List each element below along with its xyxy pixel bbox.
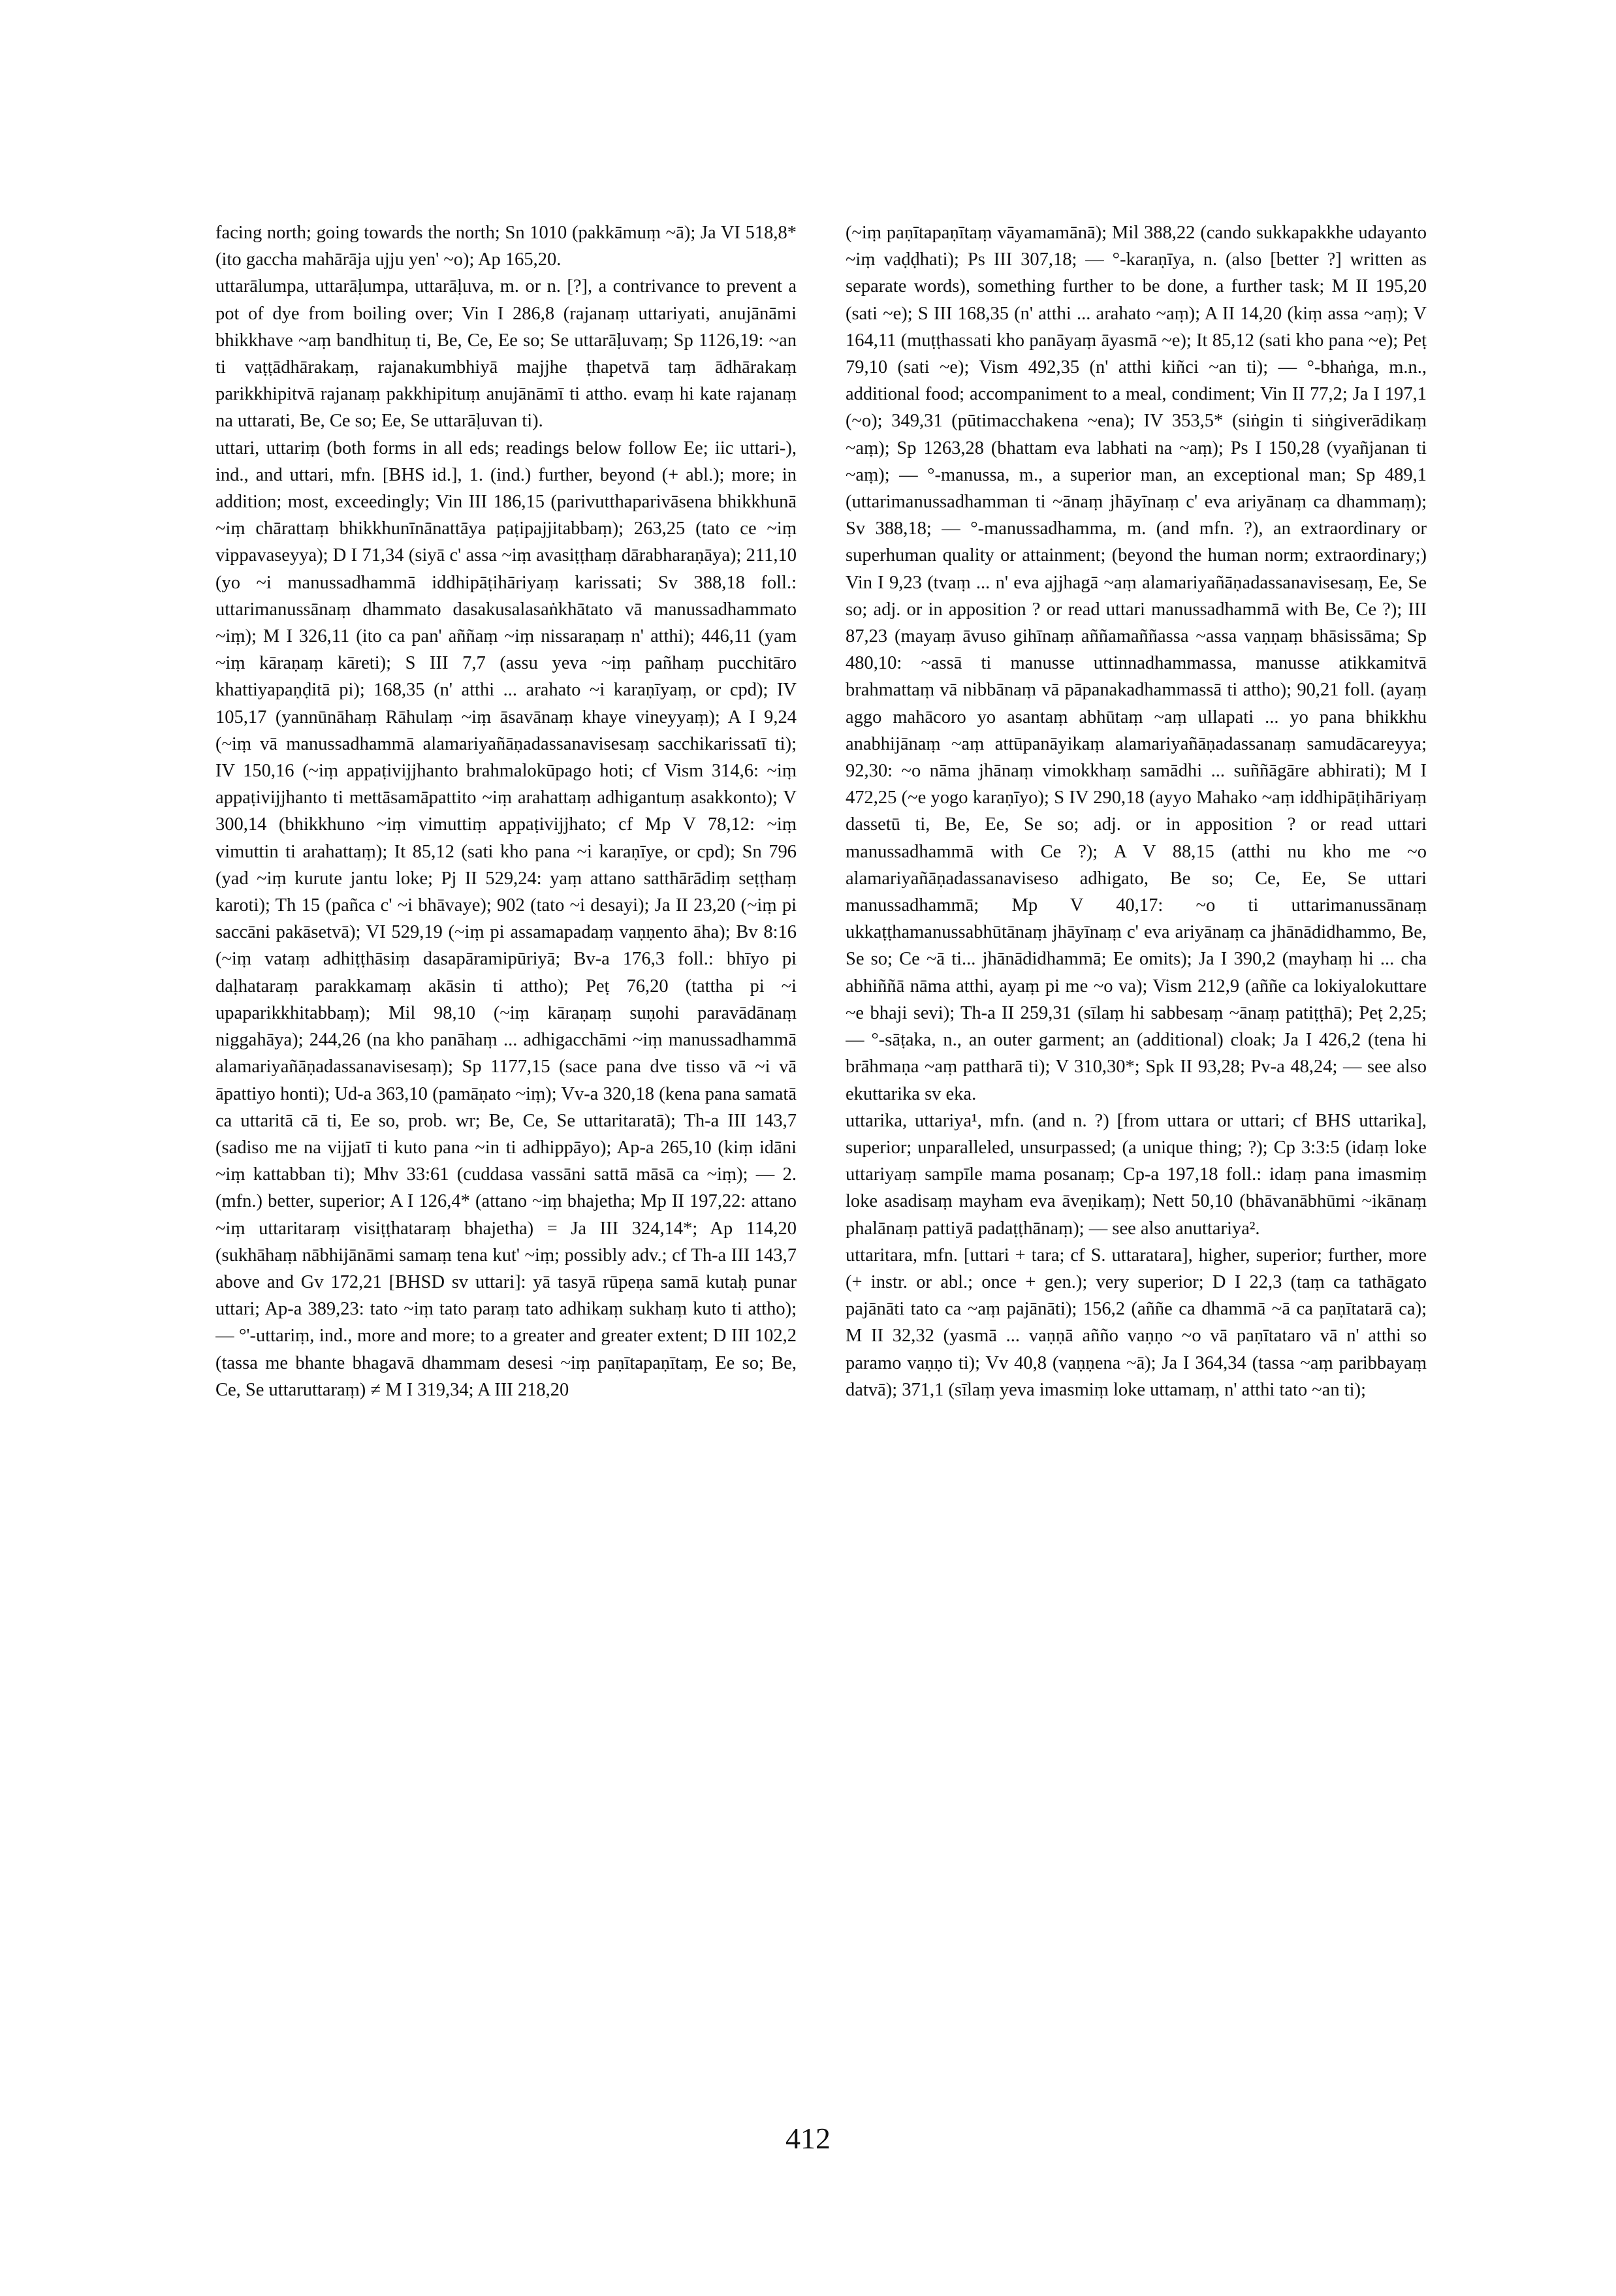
dictionary-entry: uttaritara, mfn. [uttari + tara; cf S. uttaratara], higher, superior; further, more (+ instr. or abl.; once + gen.); very superior; D I 22,3 (taṃ ca tathāgato pajānāti tato ca ~aṃ pajānāti); 156,2 (aññe ca dhammā ~ā ca paṇītatarā ca); M II 32,32 (yasmā ... vaṇṇā añño vaṇṇo ~o vā paṇītataro vā n' atthi so paramo vaṇṇo ti); Vv 40,8 (vaṇṇena ~ā); Ja I 364,34 (tassa ~aṃ paribbayaṃ datvā); 371,1 (sīlaṃ yeva imasmiṃ loke uttamaṃ, n' atthi tato ~an ti);	[846, 1245, 1427, 1400]
page-number: 412	[785, 2122, 831, 2155]
dictionary-entry: (~iṃ paṇītapaṇītaṃ vāyamamānā); Mil 388,22 (cando sukkapakkhe udayanto ~iṃ vaḍḍhati); Ps III 307,18; — °-karaṇīya, n. (also [better ?] written as separate words), something further to be done, a further task; M II 195,20 (sati ~e); S III 168,35 (n' atthi ... arahato ~aṃ); A II 14,20 (kiṃ assa ~aṃ); V 164,11 (muṭṭhassati kho panāyaṃ āyasmā ~e); It 85,12 (sati kho pana ~e); Peṭ 79,10 (sati ~e); Vism 492,35 (n' atthi kiñci ~an ti); — °-bhaṅga, m.n., additional food; accompaniment to a meal, condiment; Vin II 77,2; Ja I 197,1 (~o); 349,31 (pūtimacchakena ~ena); IV 353,5* (siṅgin ti siṅgiverādikaṃ ~aṃ); Sp 1263,28 (bhattam eva labhati na ~aṃ); Ps I 150,28 (vyañjanan ti ~aṃ); — °-manussa, m., a superior man, an exceptional man; Sp 489,1 (uttarimanussadhamman ti ~ānaṃ jhāyīnaṃ c' eva ariyānaṃ ca dhammaṃ); Sv 388,18; — °-manussadhamma, m. (and mfn. ?), an extraordinary or superhuman quality or attainment; (beyond the human norm; extraordinary;) Vin I 9,23 (tvaṃ ... n' eva ajjhagā ~aṃ alamariyañāṇadassanavisesaṃ, Ee, Se so; adj. or in apposition ? or read uttari manussadhammā with Be, Ce ?); III 87,23 (mayaṃ āvuso gihīnaṃ aññamaññassa ~assa vaṇṇaṃ bhāsissāma; Sp 480,10: ~assā ti manusse uttinnadhammassa, manusse atikkamitvā brahmattaṃ vā nibbānaṃ vā pāpanakadhammassā ti attho); 90,21 foll. (ayaṃ aggo mahācoro yo asantaṃ abhūtaṃ ~aṃ ullapati ... yo pana bhikkhu anabhijānaṃ ~aṃ attūpanāyikaṃ alamariyañāṇadassanaṃ samudācareyya; 92,30: ~o nāma jhānaṃ vimokkhaṃ samādhi ... suññāgāre abhirati); M I 472,25 (~e yogo karaṇīyo); S IV 290,18 (ayyo Mahako ~aṃ iddhipāṭihāriyaṃ dassetū ti, Be, Ee, Se so; adj. or in apposition ? or read uttari manussadhammā with Ce ?); A V 88,15 (atthi nu kho me ~o alamariyañāṇadassanaviseso adhigato, Be so; Ce, Ee, Se uttari manussadhammā; Mp V 40,17: ~o ti uttarimanussānaṃ ukkaṭṭhamanussabhūtānaṃ jhāyīnaṃ c' eva ariyānaṃ ca jhānādidhammo, Be, Se so; Ce ~ā ti... jhānādidhammā; Ee omits); Ja I 390,2 (mayhaṃ hi ... cha abhiññā nāma atthi, ayaṃ pi me ~o va); Vism 212,9 (aññe ca lokiyalokuttare ~e bhaji sevi); Th-a II 259,31 (sīlaṃ hi sabbesaṃ ~ānaṃ patiṭṭhā); Peṭ 2,25; — °-sāṭaka, n., an outer garment; an (additional) cloak; Ja I 426,2 (tena hi brāhmaṇa ~aṃ pattharā ti); V 310,30*; Spk II 93,28; Pv-a 48,24; — see also ekuttarika sv eka.	[846, 223, 1427, 1104]
dictionary-entry: facing north; going towards the north; Sn 1010 (pakkāmuṃ ~ā); Ja VI 518,8* (ito gaccha mahārāja ujju yen' ~o); Ap 165,20.	[215, 223, 797, 270]
dictionary-entry: uttari, uttariṃ (both forms in all eds; readings below follow Ee; iic uttari-), ind., and uttari, mfn. [BHS id.], 1. (ind.) further, beyond (+ abl.); more; in addition; most, exceedingly; Vin III 186,15 (parivutthaparivāsena bhikkhunā ~iṃ chārattaṃ bhikkhunīnānattāya paṭipajjitabbaṃ); 263,25 (tato ce ~iṃ vippavaseyya); D I 71,34 (siyā c' assa ~iṃ avasiṭṭhaṃ dārabharaṇāya); 211,10 (yo ~i manussadhammā iddhipāṭihāriyaṃ karissati; Sv 388,18 foll.: uttarimanussānaṃ dhammato dasakusalasaṅkhātato vā manussadhammato ~iṃ); M I 326,11 (ito ca pan' aññaṃ ~iṃ nissaraṇaṃ n' atthi); 446,11 (yam ~iṃ kāraṇaṃ kāreti); S III 7,7 (assu yeva ~iṃ pañhaṃ pucchitāro khattiyapaṇḍitā pi); 168,35 (n' atthi ... arahato ~i karaṇīyaṃ, or cpd); IV 105,17 (yannūnāhaṃ Rāhulaṃ ~iṃ āsavānaṃ khaye vineyyaṃ); A I 9,24 (~iṃ vā manussadhammā alamariyañāṇadassanavisesaṃ sacchikarissatī ti); IV 150,16 (~iṃ appaṭivijjhanto brahmalokūpago hoti; cf Vism 314,6: ~iṃ appaṭivijjhanto ti mettāsamāpattito ~iṃ arahattaṃ adhigantuṃ asakkonto); V 300,14 (bhikkhuno ~iṃ vimuttiṃ appaṭivijjhato; cf Mp V 78,12: ~iṃ vimuttin ti arahattaṃ); It 85,12 (sati kho pana ~i karaṇīye, or cpd); Sn 796 (yad ~iṃ kurute jantu loke; Pj II 529,24: yaṃ attano satthārādiṃ seṭṭhaṃ karoti); Th 15 (pañca c' ~i bhāvaye); 902 (tato ~i desayi); Ja II 23,20 (~iṃ pi saccāni pakāsetvā); VI 529,19 (~iṃ pi assamapadaṃ vaṇṇento āha); Bv 8:16 (~iṃ vataṃ adhiṭṭhāsiṃ dasapāramipūriyā; Bv-a 176,3 foll.: bhīyo pi daḷhataraṃ parakkamaṃ akāsin ti attho); Peṭ 76,20 (tattha pi ~i upaparikkhitabbaṃ); Mil 98,10 (~iṃ kāraṇaṃ suṇohi paravādānaṃ niggahāya); 244,26 (na kho panāhaṃ ... adhigacchāmi ~iṃ manussadhammā alamariyañāṇadassanavisesaṃ); Sp 1177,15 (sace pana dve tisso vā ~i vā āpattiyo honti); Ud-a 363,10 (pamāṇato ~iṃ); Vv-a 320,18 (kena pana samatā ca uttaritā cā ti, Ee so, prob. wr; Be, Ce, Se uttaritaratā); Th-a III 143,7 (sadiso me na vijjatī ti kuto pana ~in ti adhippāyo); Ap-a 265,10 (kiṃ idāni ~iṃ kattabban ti); Mhv 33:61 (cuddasa vassāni sattā māsā ca ~iṃ); — 2. (mfn.) better, superior; A I 126,4* (attano ~iṃ bhajetha; Mp II 197,22: attano ~iṃ uttaritaraṃ visiṭṭhataraṃ bhajetha) = Ja III 324,14*; Ap 114,20 (sukhāhaṃ nābhijānāmi samaṃ tena kut' ~iṃ; possibly adv.; cf Th-a III 143,7 above and Gv 172,21 [BHSD sv uttari]: yā tasyā rūpeṇa samā kutaḥ punar uttari; Ap-a 389,23: tato ~iṃ tato paraṃ tato adhikaṃ sukhaṃ kuto ti attho); — °'-uttariṃ, ind., more and more; to a greater and greater extent; D III 102,2 (tassa me bhante bhagavā dhammam desesi ~iṃ paṇītapaṇītaṃ, Ee so; Be, Ce, Se uttaruttaraṃ) ≠ M I 319,34; A III 218,20	[215, 438, 797, 1400]
dictionary-entry: uttarālumpa, uttarāḷumpa, uttarāḷuva, m. or n. [?], a contrivance to prevent a pot of dye from boiling over; Vin I 286,8 (rajanaṃ uttariyati, anujānāmi bhikkhave ~aṃ bandhituṇ ti, Be, Ce, Ee so; Se uttarāḷuvaṃ; Sp 1126,19: ~an ti vaṭṭādhārakaṃ, rajanakumbhiyā majjhe ṭhapetvā taṃ ādhārakaṃ parikkhipitvā rajanaṃ pakkhipituṃ anujānāmī ti attho. evaṃ hi kate rajanaṃ na uttarati, Be, Ce so; Ee, Se uttarāḷuvan ti).	[215, 276, 797, 432]
left-column	[215, 219, 797, 2296]
dictionary-entry: uttarika, uttariya¹, mfn. (and n. ?) [from uttara or uttari; cf BHS uttarika], superior; unparalleled, unsurpassed; (a unique thing; ?); Cp 3:3:5 (idaṃ loke uttariyaṃ sampīle mama posanaṃ; Cp-a 197,18 foll.: idaṃ pana imasmiṃ loke asadisaṃ mayham eva āveṇikaṃ); Nett 50,10 (bhāvanābhūmi ~ikānaṃ phalānaṃ pattiyā padaṭṭhānaṃ); — see also anuttariya².	[846, 1110, 1427, 1239]
right-column	[846, 219, 1427, 2296]
